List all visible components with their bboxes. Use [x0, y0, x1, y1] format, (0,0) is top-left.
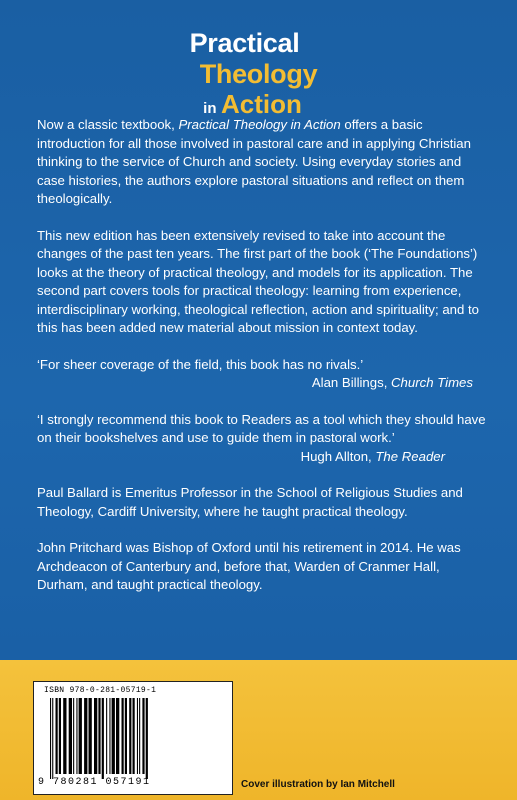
barcode-bar	[122, 698, 124, 774]
title-word-action: Action	[220, 89, 302, 119]
quote-source: Church Times	[391, 375, 473, 390]
isbn-barcode	[33, 681, 233, 795]
blurb-p1-title: Practical Theology in Action	[178, 117, 341, 132]
barcode-bar	[129, 698, 131, 774]
barcode-bar	[69, 698, 72, 774]
barcode-bar	[116, 698, 119, 774]
quote-text: ‘For sheer coverage of the field, this book has no rivals.’	[37, 356, 364, 372]
barcode-bar	[133, 698, 135, 774]
barcode-bar	[89, 698, 92, 774]
barcode-bar	[106, 698, 107, 774]
barcode-bar	[112, 698, 115, 774]
blurb-paragraph-2: This new edition has been extensively revised to take into account the changes of the past ten years. The first part of the book (‘The Foundations’) looks at the theory of practical theology, and models for its application. The second part covers tools for practical theology: learning from experience, interdisciplinary working, theological reflection, action and spirituality; and to this has been added new material about mission in context today.	[37, 227, 480, 335]
quote-source: The Reader	[375, 448, 445, 464]
title-line-in-action	[0, 91, 517, 117]
barcode-bar	[139, 698, 140, 774]
blurb-p1-rest: offers a basic introduction for all those involved in pastoral care and in applying Christian thinking to the service of Church and society. Using everyday stories and case histories, the authors explore pastoral situations and reflect on them theologically.	[37, 117, 471, 206]
isbn-label: ISBN 978-0-281-05719-1	[44, 686, 157, 695]
ean-digits: 9 780281 057191	[38, 777, 151, 788]
book-title	[0, 30, 517, 117]
blurb-paragraph-1	[37, 116, 487, 209]
endorsement-quote-2	[37, 411, 487, 467]
barcode-bar	[98, 698, 100, 774]
barcode-bar	[84, 698, 87, 774]
cover-illustration-credit: Cover illustration by Ian Mitchell	[241, 779, 395, 790]
author-bio-ballard: Paul Ballard is Emeritus Professor in the School of Religious Studies and Theology, Cardiff University, where he taught practical theology.	[37, 485, 463, 519]
quote-author: Alan Billings,	[311, 375, 392, 390]
quote-attribution	[37, 448, 487, 467]
barcode-bar	[63, 698, 66, 774]
title-line-practical: Practical	[189, 28, 300, 58]
quote-attribution	[37, 374, 487, 393]
barcode-bar	[59, 698, 61, 774]
blurb-text	[37, 116, 487, 613]
title-word-in: in	[203, 100, 217, 117]
barcode-bar	[50, 698, 51, 779]
barcode-bar	[94, 698, 97, 774]
barcode-bar	[52, 698, 53, 779]
barcode-bar	[102, 698, 104, 779]
author-bio-pritchard: John Pritchard was Bishop of Oxford until his retirement in 2014. He was Archdeacon of Canterbury and, before that, Warden of Cranmer Hall, Durham, and taught practical theology.	[37, 540, 461, 592]
endorsement-quote-1	[37, 356, 487, 393]
quote-author: Hugh Allton,	[300, 448, 376, 464]
title-line-theology: Theology	[199, 59, 318, 89]
barcode-bar	[142, 698, 144, 774]
barcode-bar	[76, 698, 77, 774]
barcode-bar	[137, 698, 138, 774]
barcode-bar	[125, 698, 127, 774]
quote-text: ‘I strongly recommend this book to Readers as a tool which they should have on their bookshelves and use to guide them in pastoral work.’	[37, 411, 486, 445]
barcode-bar	[79, 698, 82, 774]
blurb-p1-lead: Now a classic textbook,	[37, 117, 179, 132]
barcode-bar	[73, 698, 74, 774]
barcode-bar	[146, 698, 148, 779]
barcode-bar	[56, 698, 58, 774]
barcode-bar	[109, 698, 110, 774]
